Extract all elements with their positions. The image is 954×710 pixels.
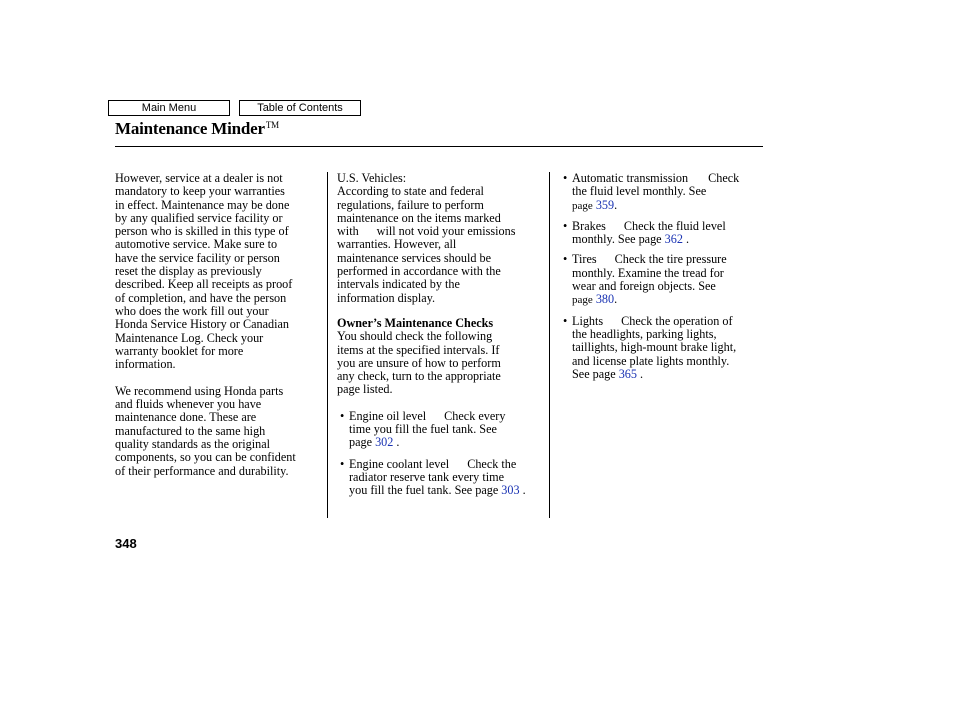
item-text: wear and foreign objects. See xyxy=(572,279,716,294)
text-line: in effect. Maintenance may be done xyxy=(115,197,290,212)
page-number: 348 xyxy=(115,536,137,551)
text-line: who does the work fill out your xyxy=(115,303,269,318)
item-label: Engine coolant level xyxy=(349,456,450,471)
text-line: intervals indicated by the xyxy=(337,277,460,292)
item-text: taillights, high-mount brake light, xyxy=(572,340,737,355)
page-link-380[interactable]: 380 xyxy=(595,292,615,307)
text-line: warranty booklet for more xyxy=(115,343,244,358)
list-item-automatic-transmission xyxy=(563,172,763,213)
text-line: information display. xyxy=(337,290,436,305)
punctuation: . xyxy=(614,197,618,212)
list-item-tires xyxy=(563,253,763,307)
table-of-contents-button[interactable]: Table of Contents xyxy=(239,100,361,116)
text-line: reset the display as previously xyxy=(115,264,262,279)
us-vehicles-heading: U.S. Vehicles: xyxy=(337,171,407,185)
page-title-text: Maintenance Minder xyxy=(115,119,265,138)
item-label: Automatic transmission xyxy=(572,171,689,185)
column-2 xyxy=(337,172,544,498)
list-item-lights xyxy=(563,315,763,381)
item-text: Check the tire pressure xyxy=(614,252,727,267)
list-item-engine-oil xyxy=(340,410,544,450)
trademark-mark: TM xyxy=(265,120,279,130)
punctuation: . xyxy=(640,366,644,381)
item-text: you fill the fuel tank. See page xyxy=(349,483,499,498)
owner-checks-heading: Owner’s Maintenance Checks xyxy=(337,315,494,330)
column-divider-2 xyxy=(549,172,550,518)
text-line: Honda Service History or Canadian xyxy=(115,317,289,332)
text-line: We recommend using Honda parts xyxy=(115,383,284,398)
text-line: mandatory to keep your warranties xyxy=(115,184,285,199)
item-text: and license plate lights monthly. xyxy=(572,353,730,368)
page-prefix: page xyxy=(349,435,373,450)
text-line: any check, turn to the appropriate xyxy=(337,369,501,384)
text-line: Maintenance Log. Check your xyxy=(115,330,264,345)
column-3 xyxy=(563,172,763,381)
item-text: Check the xyxy=(467,456,517,471)
item-text: Check xyxy=(708,171,740,185)
dealer-service-paragraph xyxy=(115,172,320,371)
list-item-engine-coolant xyxy=(340,458,544,498)
text-line: maintenance on the items marked xyxy=(337,210,501,225)
title-rule xyxy=(115,146,763,147)
text-line: items at the specified intervals. If xyxy=(337,342,500,357)
page-link-302[interactable]: 302 xyxy=(375,435,394,450)
list-item-brakes xyxy=(563,220,763,247)
text-line: However, service at a dealer is not xyxy=(115,171,283,185)
item-text: monthly. See page xyxy=(572,232,662,247)
item-text: monthly. Examine the tread for xyxy=(572,265,724,280)
text-line: with xyxy=(337,224,359,239)
owner-checks-paragraph xyxy=(337,317,544,397)
page-link-365[interactable]: 365 xyxy=(618,366,637,381)
text-line: manufactured to the same high xyxy=(115,423,266,438)
honda-parts-paragraph xyxy=(115,385,320,478)
text-line: quality standards as the original xyxy=(115,436,271,451)
column-1 xyxy=(115,172,320,478)
text-line: regulations, failure to perform xyxy=(337,197,484,212)
column-divider-1 xyxy=(327,172,328,518)
text-line: of their performance and durability. xyxy=(115,463,289,478)
punctuation: . xyxy=(522,483,526,498)
text-line: maintenance services should be xyxy=(337,250,491,265)
item-text: See page xyxy=(572,366,616,381)
text-line: of completion, and have the person xyxy=(115,290,287,305)
text-line: You should check the following xyxy=(337,329,493,344)
item-text: the headlights, parking lights, xyxy=(572,326,717,341)
text-line: According to state and federal xyxy=(337,184,484,199)
text-line: warranties. However, all xyxy=(337,237,457,252)
page-link-359[interactable]: 359 xyxy=(595,197,615,212)
punctuation: . xyxy=(396,435,400,450)
item-text: Check the operation of xyxy=(621,313,733,328)
page-link-362[interactable]: 362 xyxy=(664,232,683,247)
text-line: page listed. xyxy=(337,382,393,397)
main-menu-button[interactable]: Main Menu xyxy=(108,100,230,116)
text-line: person who is skilled in this type of xyxy=(115,224,289,239)
page-prefix: page xyxy=(572,199,593,212)
page-link-303[interactable]: 303 xyxy=(501,483,520,498)
text-line: performed in accordance with the xyxy=(337,264,501,279)
text-line: components, so you can be confident xyxy=(115,450,296,465)
item-text: Check every xyxy=(444,408,506,423)
text-line: information. xyxy=(115,357,176,372)
text-line: will not void your emissions xyxy=(376,224,516,239)
item-label: Brakes xyxy=(572,218,606,233)
text-line: have the service facility or person xyxy=(115,250,280,265)
item-label: Tires xyxy=(572,252,597,267)
item-text: radiator reserve tank every time xyxy=(349,469,504,484)
text-line: automotive service. Make sure to xyxy=(115,237,278,252)
text-line: and fluids whenever you have xyxy=(115,397,262,412)
item-text: Check the fluid level xyxy=(623,218,726,233)
item-label: Engine oil level xyxy=(349,408,427,423)
punctuation: . xyxy=(685,232,690,247)
item-text: the fluid level monthly. See xyxy=(572,184,707,199)
us-vehicles-paragraph xyxy=(337,172,544,305)
text-line: by any qualified service facility or xyxy=(115,210,283,225)
text-line: described. Keep all receipts as proof xyxy=(115,277,293,292)
item-text: time you fill the fuel tank. See xyxy=(349,422,497,437)
page-prefix: page xyxy=(572,294,593,307)
item-label: Lights xyxy=(572,313,604,328)
punctuation: . xyxy=(614,292,618,307)
text-line: you are unsure of how to perform xyxy=(337,355,501,370)
page-title xyxy=(115,119,279,139)
text-line: maintenance done. These are xyxy=(115,410,257,425)
